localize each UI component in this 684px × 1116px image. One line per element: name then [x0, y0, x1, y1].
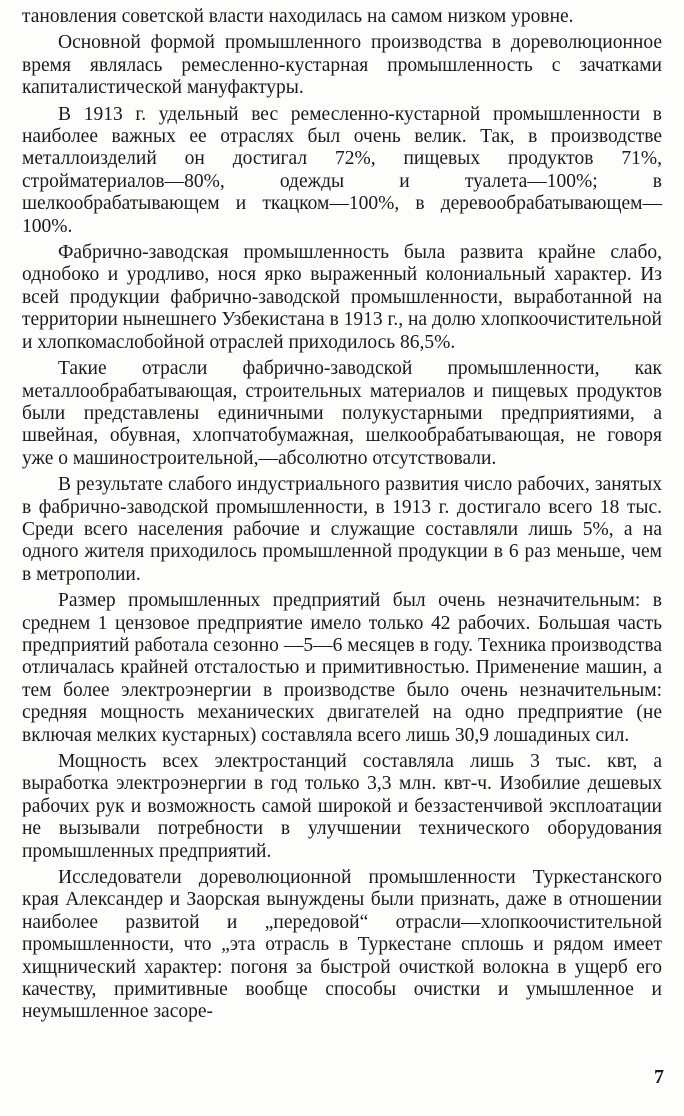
- page-number: 7: [654, 1066, 664, 1088]
- paragraph-9: Исследователи дореволюционной промышленности Туркестанского края Александер и Заорская вынуждены были признать, даже в отношении наиболее развитой и „передовой“ отрасли—хлопкоочистительной промышленности, что „эта отрасль в Туркестане сплошь и рядом имеет хищнический характер: погоня за быстрой очисткой волокна в ущерб его качеству, примитивные вообще способы очистки и умышленное и неумышленное засоре-: [22, 867, 662, 1023]
- paragraph-2: Основной формой промышленного производства в дореволюционное время являлась ремесленно-кустарная промышленность с зачатками капиталистической мануфактуры.: [22, 32, 662, 99]
- paragraph-8: Мощность всех электростанций составляла лишь 3 тыс. квт, а выработка электроэнергии в год только 3,3 млн. квт-ч. Изобилие дешевых рабочих рук и возможность самой широкой и беззастенчивой эксплоатации не вызывали потребности в улучшении технического оборудования промышленных предприятий.: [22, 751, 662, 862]
- paragraph-5: Такие отрасли фабрично-заводской промышленности, как металлообрабатывающая, строительных материалов и пищевых продуктов были представлены единичными полукустарными предприятиями, а швейная, обувная, хлопчатобумажная, шелкообрабатывающая, не говоря уже о машиностроительной,—абсолютно отсутствовали.: [22, 358, 662, 469]
- paragraph-4: Фабрично-заводская промышленность была развита крайне слабо, однобоко и уродливо, нося ярко выраженный колониальный характер. Из всей продукции фабрично-заводской промышленности, выработанной на территории нынешнего Узбекистана в 1913 г., на долю хлопкоочистительной и хлопкомаслобойной отраслей приходилось 86,5%.: [22, 242, 662, 353]
- paragraph-6: В результате слабого индустриального развития число рабочих, занятых в фабрично-заводской промышленности, в 1913 г. достигало всего 18 тыс. Среди всего населения рабочие и служащие составляли лишь 5%, а на одного жителя приходилось промышленной продукции в 6 раз меньше, чем в метрополии.: [22, 474, 662, 585]
- paragraph-1: тановления советской власти находилась на самом низком уровне.: [22, 6, 574, 27]
- text-column: [22, 6, 662, 1024]
- paragraph-3: В 1913 г. удельный вес ремесленно-кустарной промышленности в наиболее важных ее отраслях был очень велик. Так, в производстве металлоизделий он достигал 72%, пищевых продуктов 71%, стройматериалов—80%, одежды и туалета—100%; в шелкообрабатывающем и ткацком—100%, в деревообрабатывающем—100%.: [22, 103, 662, 237]
- paragraph-7: Размер промышленных предприятий был очень незначительным: в среднем 1 цензовое предприятие имело только 42 рабочих. Большая часть предприятий работала сезонно —5—6 месяцев в году. Техника производства отличалась крайней отсталостью и примитивностью. Применение машин, а тем более электроэнергии в производстве было очень незначительным: средняя мощность механических двигателей на одно предприятие (не включая мелких кустарных) составляла всего лишь 30,9 лошадиных сил.: [22, 590, 662, 746]
